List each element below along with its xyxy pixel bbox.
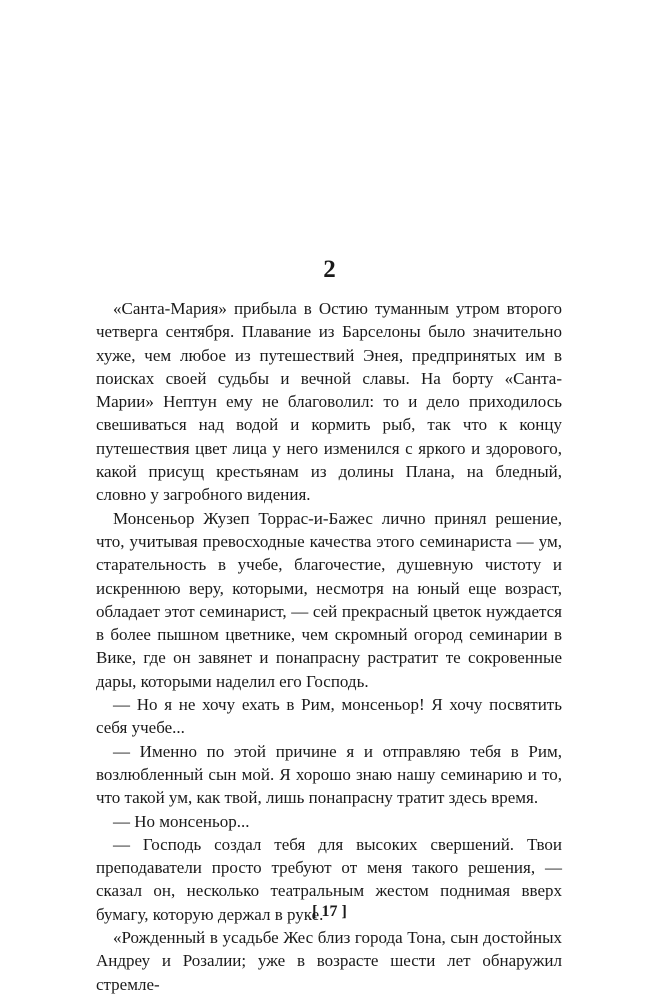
paragraph: — Но монсеньор... [113,811,250,831]
chapter-number: 2 [323,256,336,283]
paragraph: «Санта-Мария» прибыла в Остию туманным утром второго четверга сентября. Плавание из Барселоны было значительно хуже, чем любое из путешествий Энея, предпринятых им в поисках своей судьбы и вечной славы. На борту «Санта-Марии» Нептун ему не благоволил: то и дело приходилось свешиваться над водой и кормить рыб, так что к концу путешествия цвет лица у него изменился с яркого и здорового, какой присущ крестьянам из долины Плана, на бледный, словно у загробного видения. [96,299,562,505]
body-text [96,297,562,996]
paragraph: — Именно по этой причине я и отправляю тебя в Рим, возлюбленный сын мой. Я хорошо знаю нашу семинарию и то, что такой ум, как твой, лишь понапрасну тратит здесь время. [96,741,562,808]
paragraph: Монсеньор Жузеп Торрас-и-Бажес лично принял решение, что, учитывая превосходные качества этого семинариста — ум, старательность в учебе, благочестие, душевную чистоту и искреннюю веру, которыми, несмотря на юный еще возраст, обладает этот семинарист, — сей прекрасный цветок нуждается в более пышном цветнике, чем скромный огород семинарии в Вике, где он завянет и понапрасну растратит те сокровенные дары, которыми наделил его Господь. [96,508,562,691]
paragraph: «Рожденный в усадьбе Жес близ города Тона, сын достойных Андреу и Розалии; уже в возрасте шести лет обнаружил стремле- [96,928,562,994]
paragraph: — Но я не хочу ехать в Рим, монсеньор! Я хочу посвятить себя учебе... [96,695,562,738]
page-number: [ 17 ] [312,903,347,920]
paragraph: — Господь создал тебя для высоких свершений. Твои преподаватели просто требуют от меня такого решения, — сказал он, несколько театральным жестом поднимая вверх бумагу, которую держал в руке. [96,834,562,924]
